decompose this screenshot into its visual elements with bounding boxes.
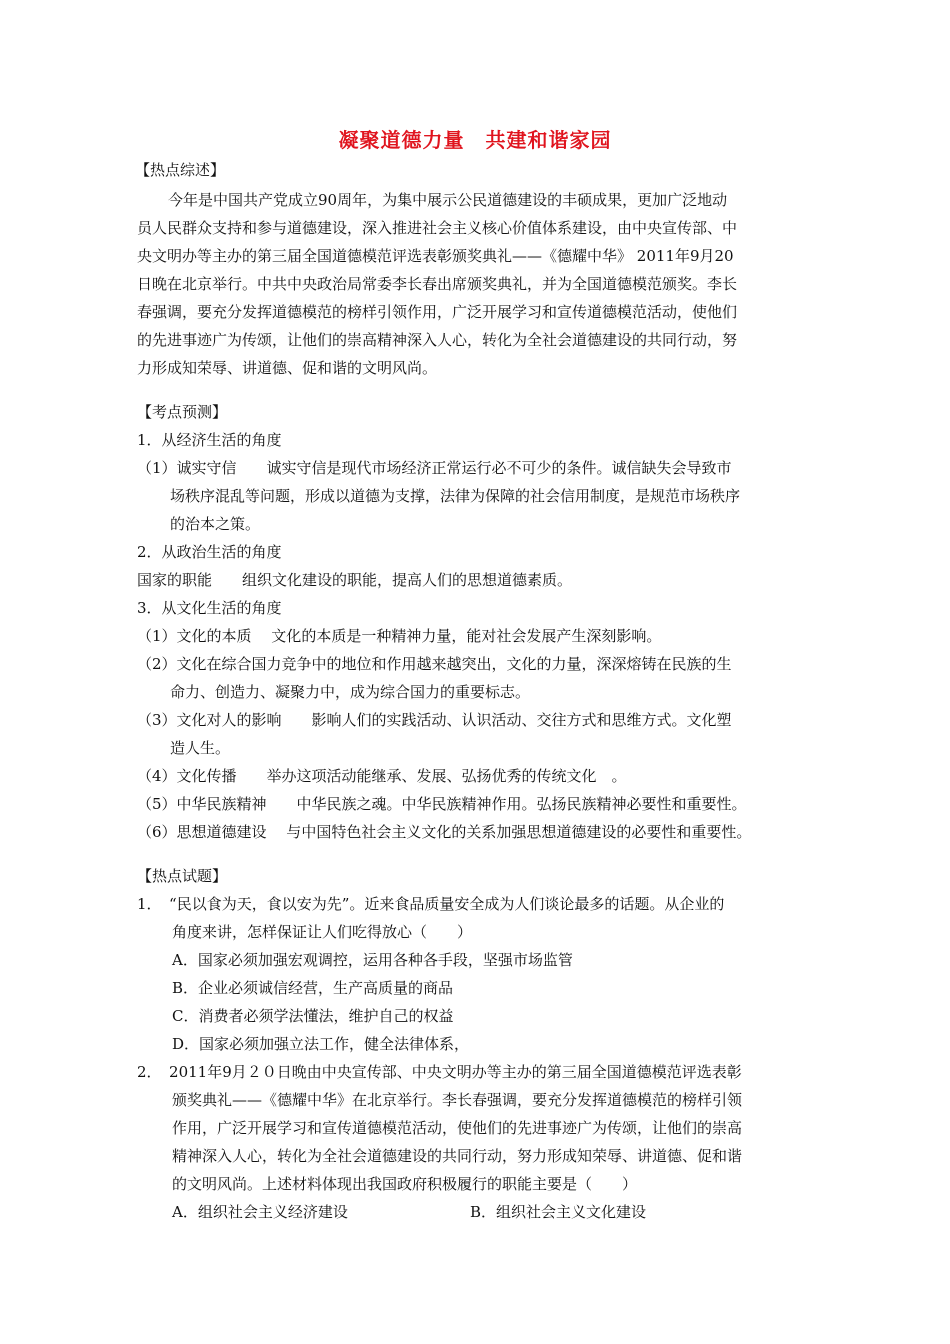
forecast-line: 国家的职能 组织文化建设的职能，提高人们的思想道德素质。 — [137, 571, 573, 589]
question-line: 颁奖典礼——《德耀中华》在北京举行。李长春强调，要充分发挥道德模范的榜样引领 — [172, 1091, 743, 1109]
forecast-line: 2．从政治生活的角度 — [137, 543, 282, 561]
forecast-line: （1）文化的本质 文化的本质是一种精神力量，能对社会发展产生深刻影响。 — [137, 627, 662, 645]
question-option: B．企业必须诚信经营，生产高质量的商品 — [172, 979, 454, 997]
forecast-line: 命力、创造力、凝聚力中，成为综合国力的重要标志。 — [170, 683, 531, 701]
summary-line: 央文明办等主办的第三届全国道德模范评选表彰颁奖典礼——《德耀中华》 2011年9月20 — [137, 247, 734, 265]
forecast-line: 3．从文化生活的角度 — [137, 599, 282, 617]
forecast-line: （4）文化传播 举办这项活动能继承、发展、弘扬优秀的传统文化 。 — [137, 767, 627, 785]
question-option: D．国家必须加强立法工作，健全法律体系， — [172, 1035, 470, 1053]
summary-line: 春强调，要充分发挥道德模范的榜样引领作用，广泛开展学习和宣传道德模范活动，使他们 — [137, 303, 738, 321]
summary-line: 的先进事迹广为传颂，让他们的崇高精神深入人心，转化为全社会道德建设的共同行动，努 — [137, 331, 738, 349]
summary-line: 员人民群众支持和参与道德建设，深入推进社会主义核心价值体系建设，由中央宣传部、中 — [137, 219, 738, 237]
forecast-line: （3）文化对人的影响 影响人们的实践活动、认识活动、交往方式和思维方式。文化塑 — [137, 711, 732, 729]
summary-line: 日晚在北京举行。中共中央政治局常委李长春出席颁奖典礼，并为全国道德模范颁奖。李长 — [137, 275, 738, 293]
question-line: 角度来讲，怎样保证让人们吃得放心（ ） — [172, 923, 473, 941]
question-line: 1． “民以食为天，食以安为先”。近来食品质量安全成为人们谈论最多的话题。从企业的 — [137, 895, 725, 913]
question-line: 精神深入人心，转化为全社会道德建设的共同行动，努力形成知荣辱、讲道德、促和谐 — [172, 1147, 743, 1165]
document-title: 凝聚道德力量 共建和谐家园 — [338, 128, 612, 152]
forecast-line: 1．从经济生活的角度 — [137, 431, 282, 449]
forecast-line: 的治本之策。 — [170, 515, 261, 533]
section-heading-exam-forecast: 【考点预测】 — [137, 403, 228, 421]
forecast-line: （2）文化在综合国力竞争中的地位和作用越来越突出，文化的力量，深深熔铸在民族的生 — [137, 655, 732, 673]
question-option: A．组织社会主义经济建设 — [172, 1203, 348, 1221]
question-option: B．组织社会主义文化建设 — [470, 1203, 647, 1221]
forecast-line: 场秩序混乱等问题，形成以道德为支撑，法律为保障的社会信用制度，是规范市场秩序 — [170, 487, 741, 505]
question-line: 2． 2011年9月２０日晚由中央宣传部、中央文明办等主办的第三届全国道德模范评选表彰 — [137, 1063, 742, 1081]
question-option: A．国家必须加强宏观调控，运用各种各手段，坚强市场监管 — [172, 951, 573, 969]
section-heading-hot-questions: 【热点试题】 — [137, 867, 228, 885]
forecast-line: （5）中华民族精神 中华民族之魂。中华民族精神作用。弘扬民族精神必要性和重要性。 — [137, 795, 747, 813]
question-line: 作用，广泛开展学习和宣传道德模范活动，使他们的先进事迹广为传颂，让他们的崇高 — [172, 1119, 743, 1137]
forecast-line: （6）思想道德建设 与中国特色社会主义文化的关系加强思想道德建设的必要性和重要性。 — [137, 823, 752, 841]
summary-line: 力形成知荣辱、讲道德、促和谐的文明风尚。 — [137, 359, 438, 377]
forecast-line: （1）诚实守信 诚实守信是现代市场经济正常运行必不可少的条件。诚信缺失会导致市 — [137, 459, 732, 477]
summary-line: 今年是中国共产党成立90周年，为集中展示公民道德建设的丰硕成果，更加广泛地动 — [168, 191, 728, 209]
forecast-line: 造人生。 — [170, 739, 231, 757]
section-heading-hot-summary: 【热点综述】 — [135, 161, 226, 179]
question-line: 的文明风尚。上述材料体现出我国政府积极履行的职能主要是（ ） — [172, 1175, 638, 1193]
question-option: C．消费者必须学法懂法，维护自己的权益 — [172, 1007, 454, 1025]
